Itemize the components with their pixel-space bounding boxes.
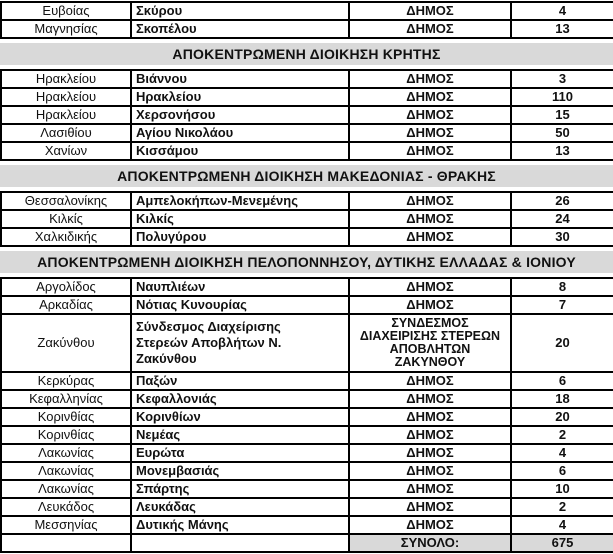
cell-count: 24 [511, 210, 613, 228]
cell-empty [131, 534, 349, 552]
table-row [1, 2, 613, 20]
table-row [1, 480, 613, 498]
table-row [1, 278, 613, 296]
section-header-label: ΑΠΟΚΕΝΤΡΩΜΕΝΗ ΔΙΟΙΚΗΣΗ ΠΕΛΟΠΟΝΝΗΣΟΥ, ΔΥΤΙΚΗΣ ΕΛΛΑΔΑΣ & ΙΟΝΙΟΥ [37, 254, 576, 270]
cell-type: ΔΗΜΟΣ [349, 210, 511, 228]
cell-count: 4 [511, 2, 613, 20]
cell-count: 26 [511, 192, 613, 210]
cell-region: Χανίων [1, 142, 131, 160]
cell-entity: Λευκάδας [131, 498, 349, 516]
section-header-band [0, 43, 613, 65]
cell-type: ΔΗΜΟΣ [349, 124, 511, 142]
table-row [1, 372, 613, 390]
cell-entity: Σύνδεσμος Διαχείρισης Στερεών Αποβλήτων Ν. Ζακύνθου [131, 314, 349, 372]
cell-count: 30 [511, 228, 613, 246]
cell-entity: Πολυγύρου [131, 228, 349, 246]
table-row [1, 408, 613, 426]
cell-type: ΔΗΜΟΣ [349, 390, 511, 408]
table-row [1, 210, 613, 228]
table-row [1, 314, 613, 372]
cell-type: ΔΗΜΟΣ [349, 516, 511, 534]
cell-count: 18 [511, 390, 613, 408]
cell-entity: Νότιας Κυνουρίας [131, 296, 349, 314]
cell-type: ΔΗΜΟΣ [349, 106, 511, 124]
cell-entity: Σκύρου [131, 2, 349, 20]
table-row [1, 20, 613, 38]
cell-entity: Ηρακλείου [131, 88, 349, 106]
cell-type: ΔΗΜΟΣ [349, 408, 511, 426]
cell-entity: Μονεμβασιάς [131, 462, 349, 480]
administrative-units-table [0, 1, 613, 553]
cell-region: Αργολίδος [1, 278, 131, 296]
cell-type: ΣΥΝΔΕΣΜΟΣ ΔΙΑΧΕΙΡΙΣΗΣ ΣΤΕΡΕΩΝ ΑΠΟΒΛΗΤΩΝ ΖΑΚΥΝΘΟΥ [349, 314, 511, 372]
table-block [0, 69, 613, 161]
table-row [1, 192, 613, 210]
table-row [1, 124, 613, 142]
table-row [1, 106, 613, 124]
cell-region: Κορινθίας [1, 426, 131, 444]
cell-count: 13 [511, 20, 613, 38]
total-label: ΣΥΝΟΛΟ: [349, 534, 511, 552]
cell-type: ΔΗΜΟΣ [349, 296, 511, 314]
cell-count: 20 [511, 408, 613, 426]
table-row [1, 88, 613, 106]
cell-type: ΔΗΜΟΣ [349, 372, 511, 390]
cell-type: ΔΗΜΟΣ [349, 20, 511, 38]
cell-type: ΔΗΜΟΣ [349, 444, 511, 462]
cell-region: Χαλκιδικής [1, 228, 131, 246]
cell-region: Αρκαδίας [1, 296, 131, 314]
table-row [1, 390, 613, 408]
cell-region: Ηρακλείου [1, 70, 131, 88]
cell-count: 3 [511, 70, 613, 88]
table-row [1, 228, 613, 246]
total-row [1, 534, 613, 552]
cell-count: 8 [511, 278, 613, 296]
cell-count: 2 [511, 498, 613, 516]
cell-count: 13 [511, 142, 613, 160]
cell-region: Μεσσηνίας [1, 516, 131, 534]
cell-count: 7 [511, 296, 613, 314]
cell-type: ΔΗΜΟΣ [349, 426, 511, 444]
cell-entity: Ναυπλιέων [131, 278, 349, 296]
cell-region: Μαγνησίας [1, 20, 131, 38]
cell-entity: Βιάννου [131, 70, 349, 88]
cell-entity: Σκοπέλου [131, 20, 349, 38]
cell-type: ΔΗΜΟΣ [349, 142, 511, 160]
cell-entity: Δυτικής Μάνης [131, 516, 349, 534]
cell-count: 10 [511, 480, 613, 498]
table-row [1, 444, 613, 462]
table-block [0, 277, 613, 553]
table-row [1, 462, 613, 480]
section-header-band [0, 165, 613, 187]
cell-count: 6 [511, 462, 613, 480]
cell-count: 2 [511, 426, 613, 444]
cell-region: Κεφαλληνίας [1, 390, 131, 408]
table-block [0, 191, 613, 247]
cell-region: Λακωνίας [1, 462, 131, 480]
cell-entity: Αμπελοκήπων-Μενεμένης [131, 192, 349, 210]
cell-region: Κορινθίας [1, 408, 131, 426]
cell-region: Λακωνίας [1, 444, 131, 462]
cell-count: 20 [511, 314, 613, 372]
table-block [0, 1, 613, 39]
cell-type: ΔΗΜΟΣ [349, 278, 511, 296]
cell-entity: Χερσονήσου [131, 106, 349, 124]
table-row [1, 426, 613, 444]
cell-region: Κιλκίς [1, 210, 131, 228]
cell-count: 110 [511, 88, 613, 106]
cell-entity: Παξών [131, 372, 349, 390]
cell-entity: Νεμέας [131, 426, 349, 444]
cell-entity: Κορινθίων [131, 408, 349, 426]
cell-region: Ηρακλείου [1, 106, 131, 124]
cell-type: ΔΗΜΟΣ [349, 498, 511, 516]
table-row [1, 498, 613, 516]
section-header-label: ΑΠΟΚΕΝΤΡΩΜΕΝΗ ΔΙΟΙΚΗΣΗ ΜΑΚΕΔΟΝΙΑΣ - ΘΡΑΚΗΣ [117, 168, 496, 184]
cell-count: 4 [511, 516, 613, 534]
cell-entity: Κεφαλλονιάς [131, 390, 349, 408]
cell-type: ΔΗΜΟΣ [349, 2, 511, 20]
cell-entity: Κισσάμου [131, 142, 349, 160]
total-value: 675 [511, 534, 613, 552]
table-row [1, 516, 613, 534]
cell-entity: Κιλκίς [131, 210, 349, 228]
cell-region: Ευβοίας [1, 2, 131, 20]
cell-count: 50 [511, 124, 613, 142]
cell-type: ΔΗΜΟΣ [349, 228, 511, 246]
cell-region: Λευκάδος [1, 498, 131, 516]
cell-region: Ζακύνθου [1, 314, 131, 372]
cell-region: Θεσσαλονίκης [1, 192, 131, 210]
cell-region: Λακωνίας [1, 480, 131, 498]
cell-count: 6 [511, 372, 613, 390]
section-header-band [0, 251, 613, 273]
cell-type: ΔΗΜΟΣ [349, 480, 511, 498]
cell-count: 4 [511, 444, 613, 462]
cell-entity: Αγίου Νικολάου [131, 124, 349, 142]
cell-count: 15 [511, 106, 613, 124]
cell-region: Κερκύρας [1, 372, 131, 390]
table-row [1, 296, 613, 314]
cell-type: ΔΗΜΟΣ [349, 462, 511, 480]
table-row [1, 142, 613, 160]
cell-entity: Ευρώτα [131, 444, 349, 462]
cell-type: ΔΗΜΟΣ [349, 192, 511, 210]
cell-empty [1, 534, 131, 552]
cell-type: ΔΗΜΟΣ [349, 88, 511, 106]
cell-entity: Σπάρτης [131, 480, 349, 498]
cell-type: ΔΗΜΟΣ [349, 70, 511, 88]
table-row [1, 70, 613, 88]
cell-region: Λασιθίου [1, 124, 131, 142]
cell-region: Ηρακλείου [1, 88, 131, 106]
section-header-label: ΑΠΟΚΕΝΤΡΩΜΕΝΗ ΔΙΟΙΚΗΣΗ ΚΡΗΤΗΣ [172, 46, 441, 62]
